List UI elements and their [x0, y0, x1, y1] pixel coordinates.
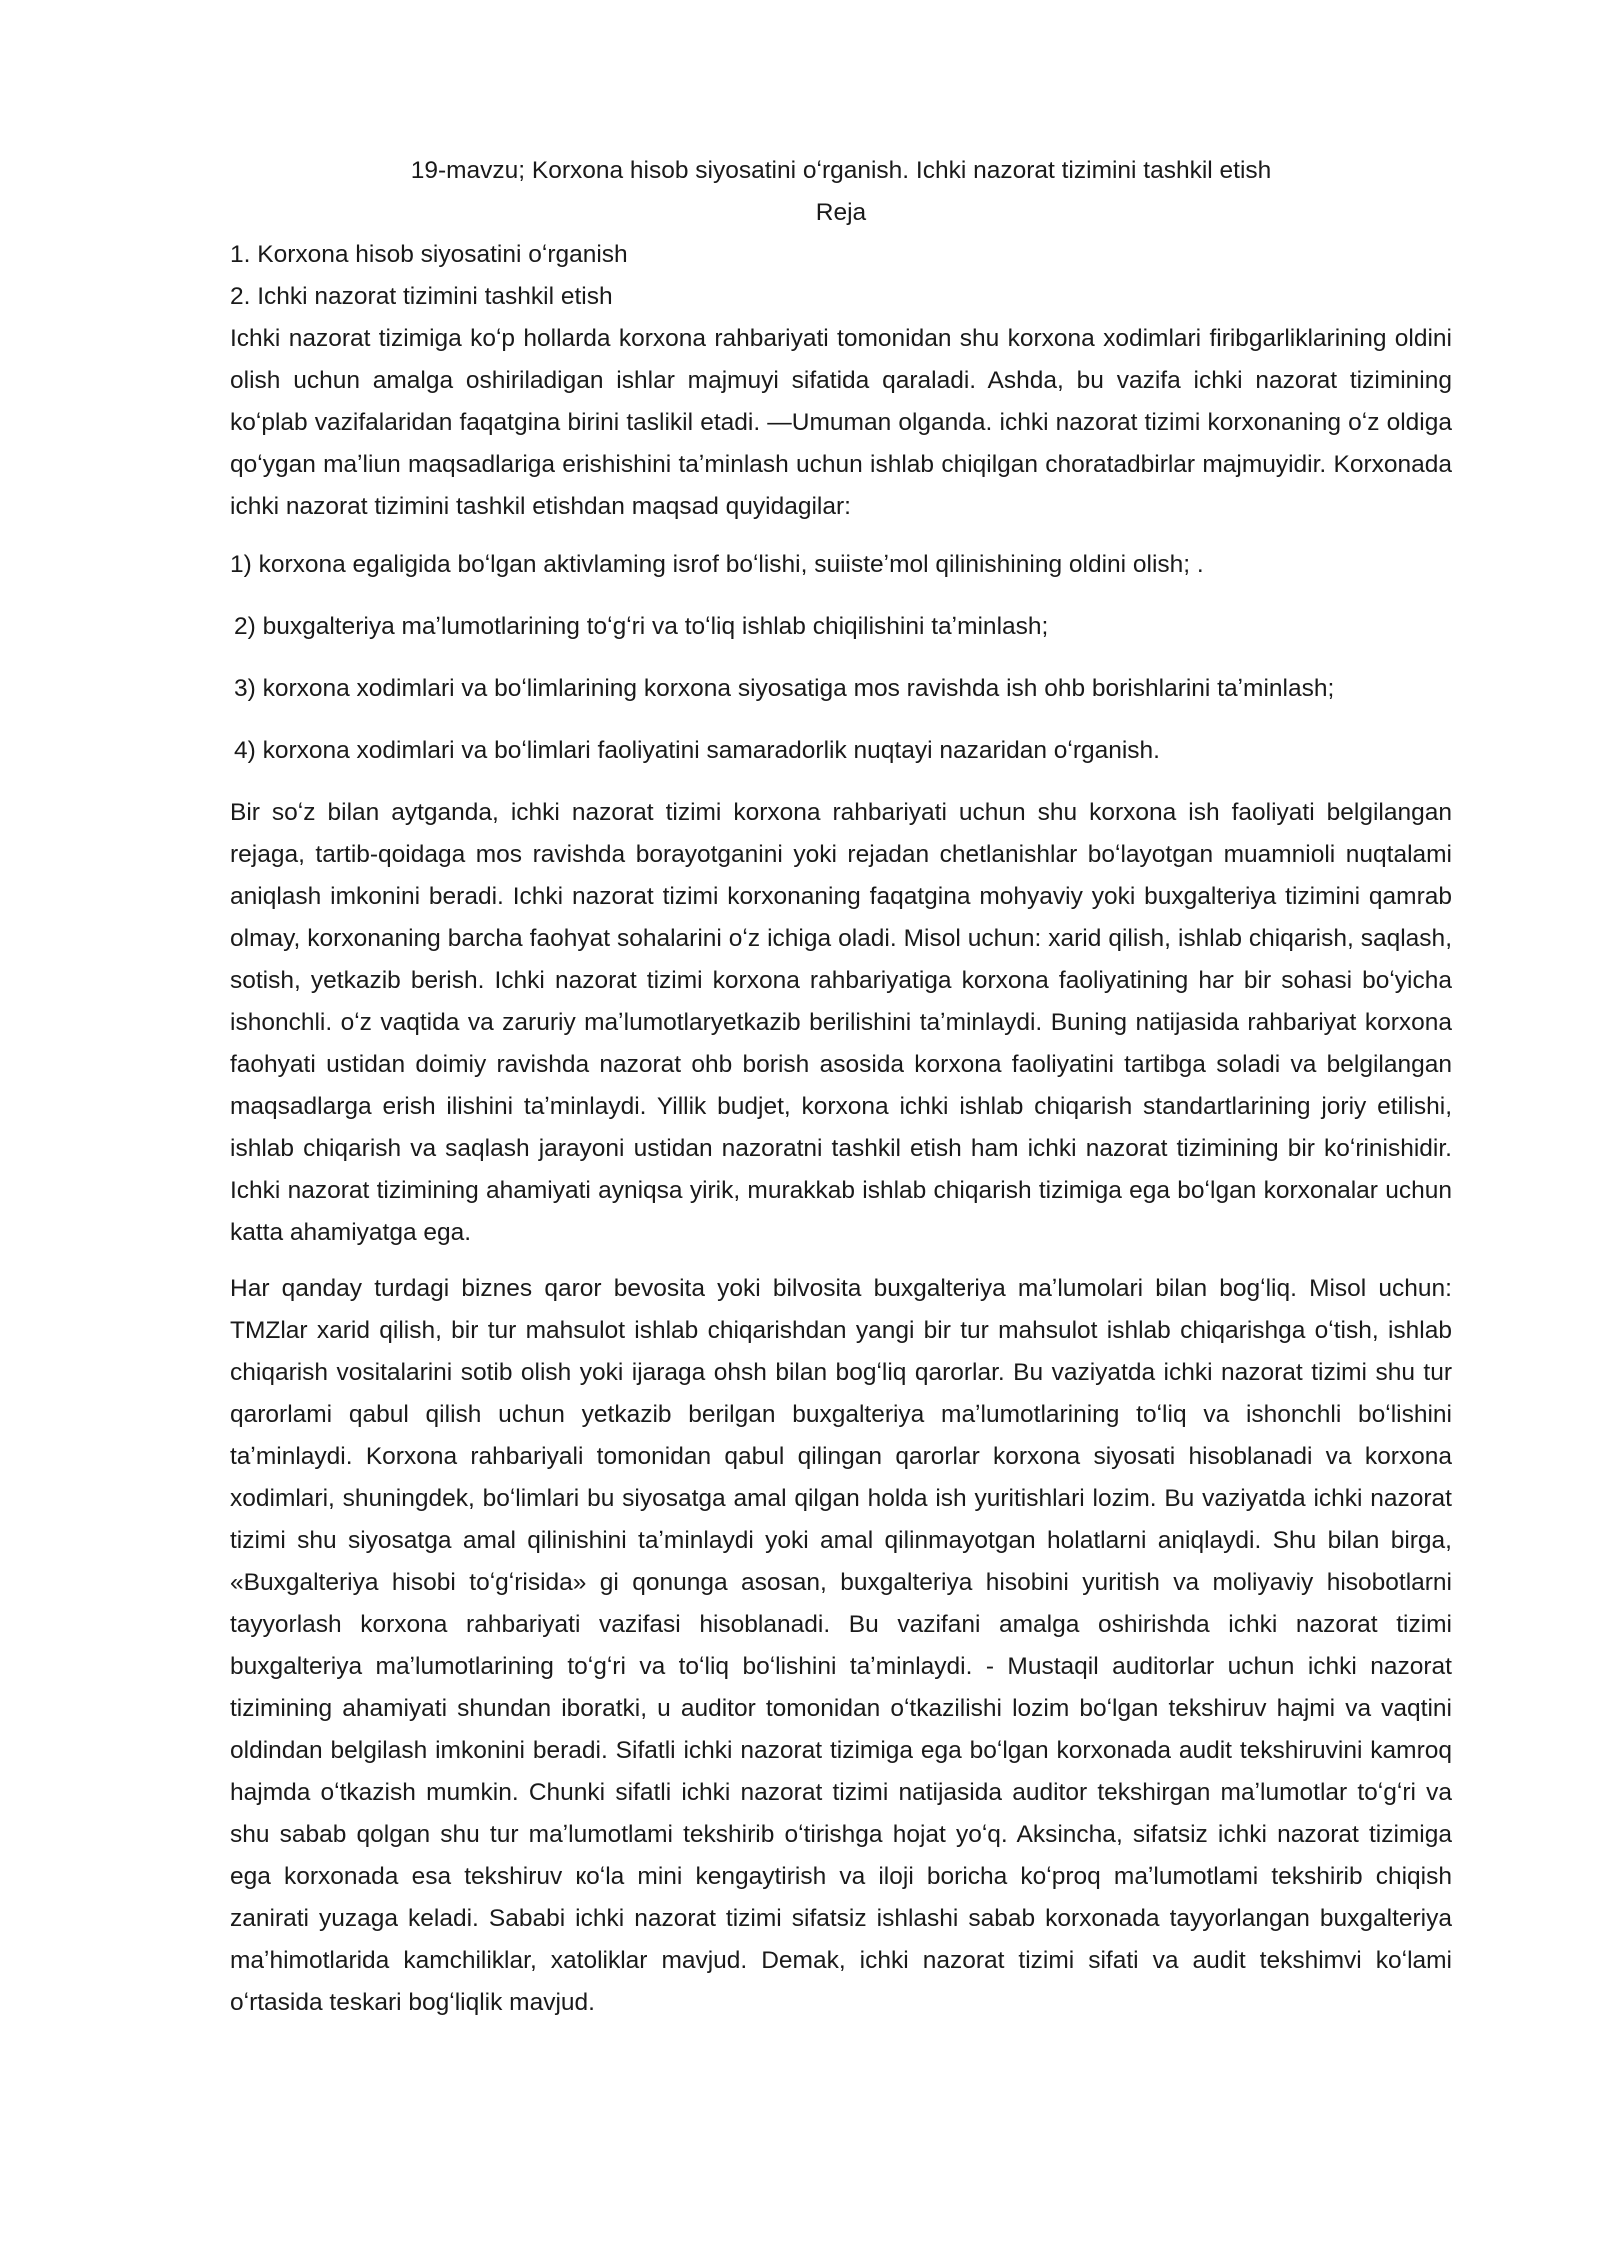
document-page: [230, 150, 1452, 2024]
goal-item-1: 1) korxona egaligida boʻlgan aktivlaming isrof boʻlishi, suiisteʼmol qilinishining oldini olish; .: [230, 551, 1204, 578]
plan-item-2: 2. Ichki nazorat tizimini tashkil etish: [230, 283, 613, 310]
body-paragraph-3: Har qanday turdagi biznes qaror bevosita yoki bilvosita buxgalteriya maʼlumolari bilan bogʻliq. Misol uchun: TMZlar xarid qilish, bir tur mahsulot ishlab chiqarishdan yangi bir tur mahsulot ishlab chiqarishga oʻtish, ishlab chiqarish vositalarini sotib olish yoki ijaraga ohsh bilan bogʻliq qarorlar. Bu vaziyatda ichki nazorat tizimi shu tur qarorlami qabul qilish uchun yetkazib berilgan buxgalteriya maʼlumotlarining toʻliq va ishonchli boʻlishini taʼminlaydi. Korxona rahbariyali tomonidan qabul qilingan qarorlar korxona siyosati hisoblanadi va korxona xodimlari, shuningdek, boʻlimlari bu siyosatga amal qilgan holda ish yuritishlari lozim. Bu vaziyatda ichki nazorat tizimi shu siyosatga amal qilinishini taʼminlaydi yoki amal qilinmayotgan holatlarni aniqlaydi. Shu bilan birga, «Buxgalteriya hisobi toʻgʻrisida» gi qonunga asosan, buxgalteriya hisobini yuritish va moliyaviy hisobotlarni tayyorlash korxona rahbariyati vazifasi hisoblanadi. Bu vazifani amalga oshirishda ichki nazorat tizimi buxgalteriya maʼlumotlarining toʻgʻri va toʻliq boʻlishini taʼminlaydi. - Mustaqil auditorlar uchun ichki nazorat tizimining ahamiyati shundan iboratki, u auditor tomonidan oʻtkazilishi lozim boʻlgan tekshiruv hajmi va vaqtini oldindan belgilash imkonini beradi. Sifatli ichki nazorat tizimiga ega boʻlgan korxonada audit tekshiruvini kamroq hajmda oʻtkazish mumkin. Chunki sifatli ichki nazorat tizimi natijasida auditor tekshirgan maʼlumotlar toʻgʻri va shu sabab qolgan shu tur maʼlumotlami tekshirib oʻtirishga hojat yoʻq. Aksincha, sifatsiz ichki nazorat tizimiga ega korxonada esa tekshiruv кoʻla mini kengaytirish va iloji boricha koʻproq maʼlumotlami tekshirib chiqish zanirati yuzaga keladi. Sababi ichki nazorat tizimi sifatsiz ishlashi sabab korxonada tayyorlangan buxgalteriya maʼhimotlarida kamchiliklar, xatoliklar mavjud. Demak, ichki nazorat tizimi sifati va audit tekshimvi koʻlami oʻrtasida teskari bogʻliqlik mavjud.: [230, 1275, 1452, 2016]
goal-item-4: 4) korxona xodimlari va boʻlimlari faoliyatini samaradorlik nuqtayi nazaridan oʻrganish.: [234, 737, 1160, 764]
goal-item-2: 2) buxgalteriya maʼlumotlarining toʻgʻri va toʻliq ishlab chiqilishini taʼminlash;: [234, 613, 1049, 640]
body-paragraph-2: Bir soʻz bilan aytganda, ichki nazorat tizimi korxona rahbariyati uchun shu korxona ish faoliyati belgilangan rejaga, tartib-qoidaga mos ravishda borayotganini yoki rejadan chetlanishlar boʻlayotgan muamnioli nuqtalami aniqlash imkonini beradi. Ichki nazorat tizimi korxonaning faqatgina mohyaviy yoki buxgalteriya tizimini qamrab olmay, korxonaning barcha faohyat sohalarini oʻz ichiga oladi. Misol uchun: xarid qilish, ishlab chiqarish, saqlash, sotish, yetkazib berish. Ichki nazorat tizimi korxona rahbariyatiga korxona faoliyatining har bir sohasi boʻyicha ishonchli. oʻz vaqtida va zaruriy maʼlumotlaryetkazib berilishini taʼminlaydi. Buning natijasida rahbariyat korxona faohyati ustidan doimiy ravishda nazorat ohb borish asosida korxona faoliyatini tartibga soladi va belgilangan maqsadlarga erish ilishini taʼminlaydi. Yillik budjet, korxona ichki ishlab chiqarish standartlarining joriy etilishi, ishlab chiqarish va saqlash jarayoni ustidan nazoratni tashkil etish ham ichki nazorat tizimining bir koʻrinishidir. Ichki nazorat tizimining ahamiyati ayniqsa yirik, murakkab ishlab chiqarish tizimiga ega boʻlgan korxonalar uchun katta ahamiyatga ega.: [230, 799, 1452, 1246]
plan-item-1: 1. Korxona hisob siyosatini oʻrganish: [230, 241, 628, 268]
intro-paragraph: Ichki nazorat tizimiga koʻp hollarda korxona rahbariyati tomonidan shu korxona xodimlari firibgarliklarining oldini olish uchun amalga oshiriladigan ishlar majmuyi sifatida qaraladi. Ashda, bu vazifa ichki nazorat tizimining koʻplab vazifalaridan faqatgina birini taslikil etadi. —Umuman olganda. ichki nazorat tizimi korxonaning oʻz oldiga qoʻygan maʼliun maqsadlariga erishishini taʼminlash uchun ishlab chiqilgan choratadbirlar majmuyidir. Korxonada ichki nazorat tizimini tashkil etishdan maqsad quyidagilar:: [230, 325, 1452, 520]
goal-item-3: 3) korxona xodimlari va boʻlimlarining korxona siyosatiga mos ravishda ish ohb borishlarini taʼminlash;: [234, 675, 1335, 702]
goals-list: [230, 544, 1452, 772]
document-title: 19-mavzu; Korxona hisob siyosatini oʻrganish. Ichki nazorat tizimini tashkil etish: [410, 157, 1272, 184]
plan-heading: Reja: [815, 199, 867, 226]
